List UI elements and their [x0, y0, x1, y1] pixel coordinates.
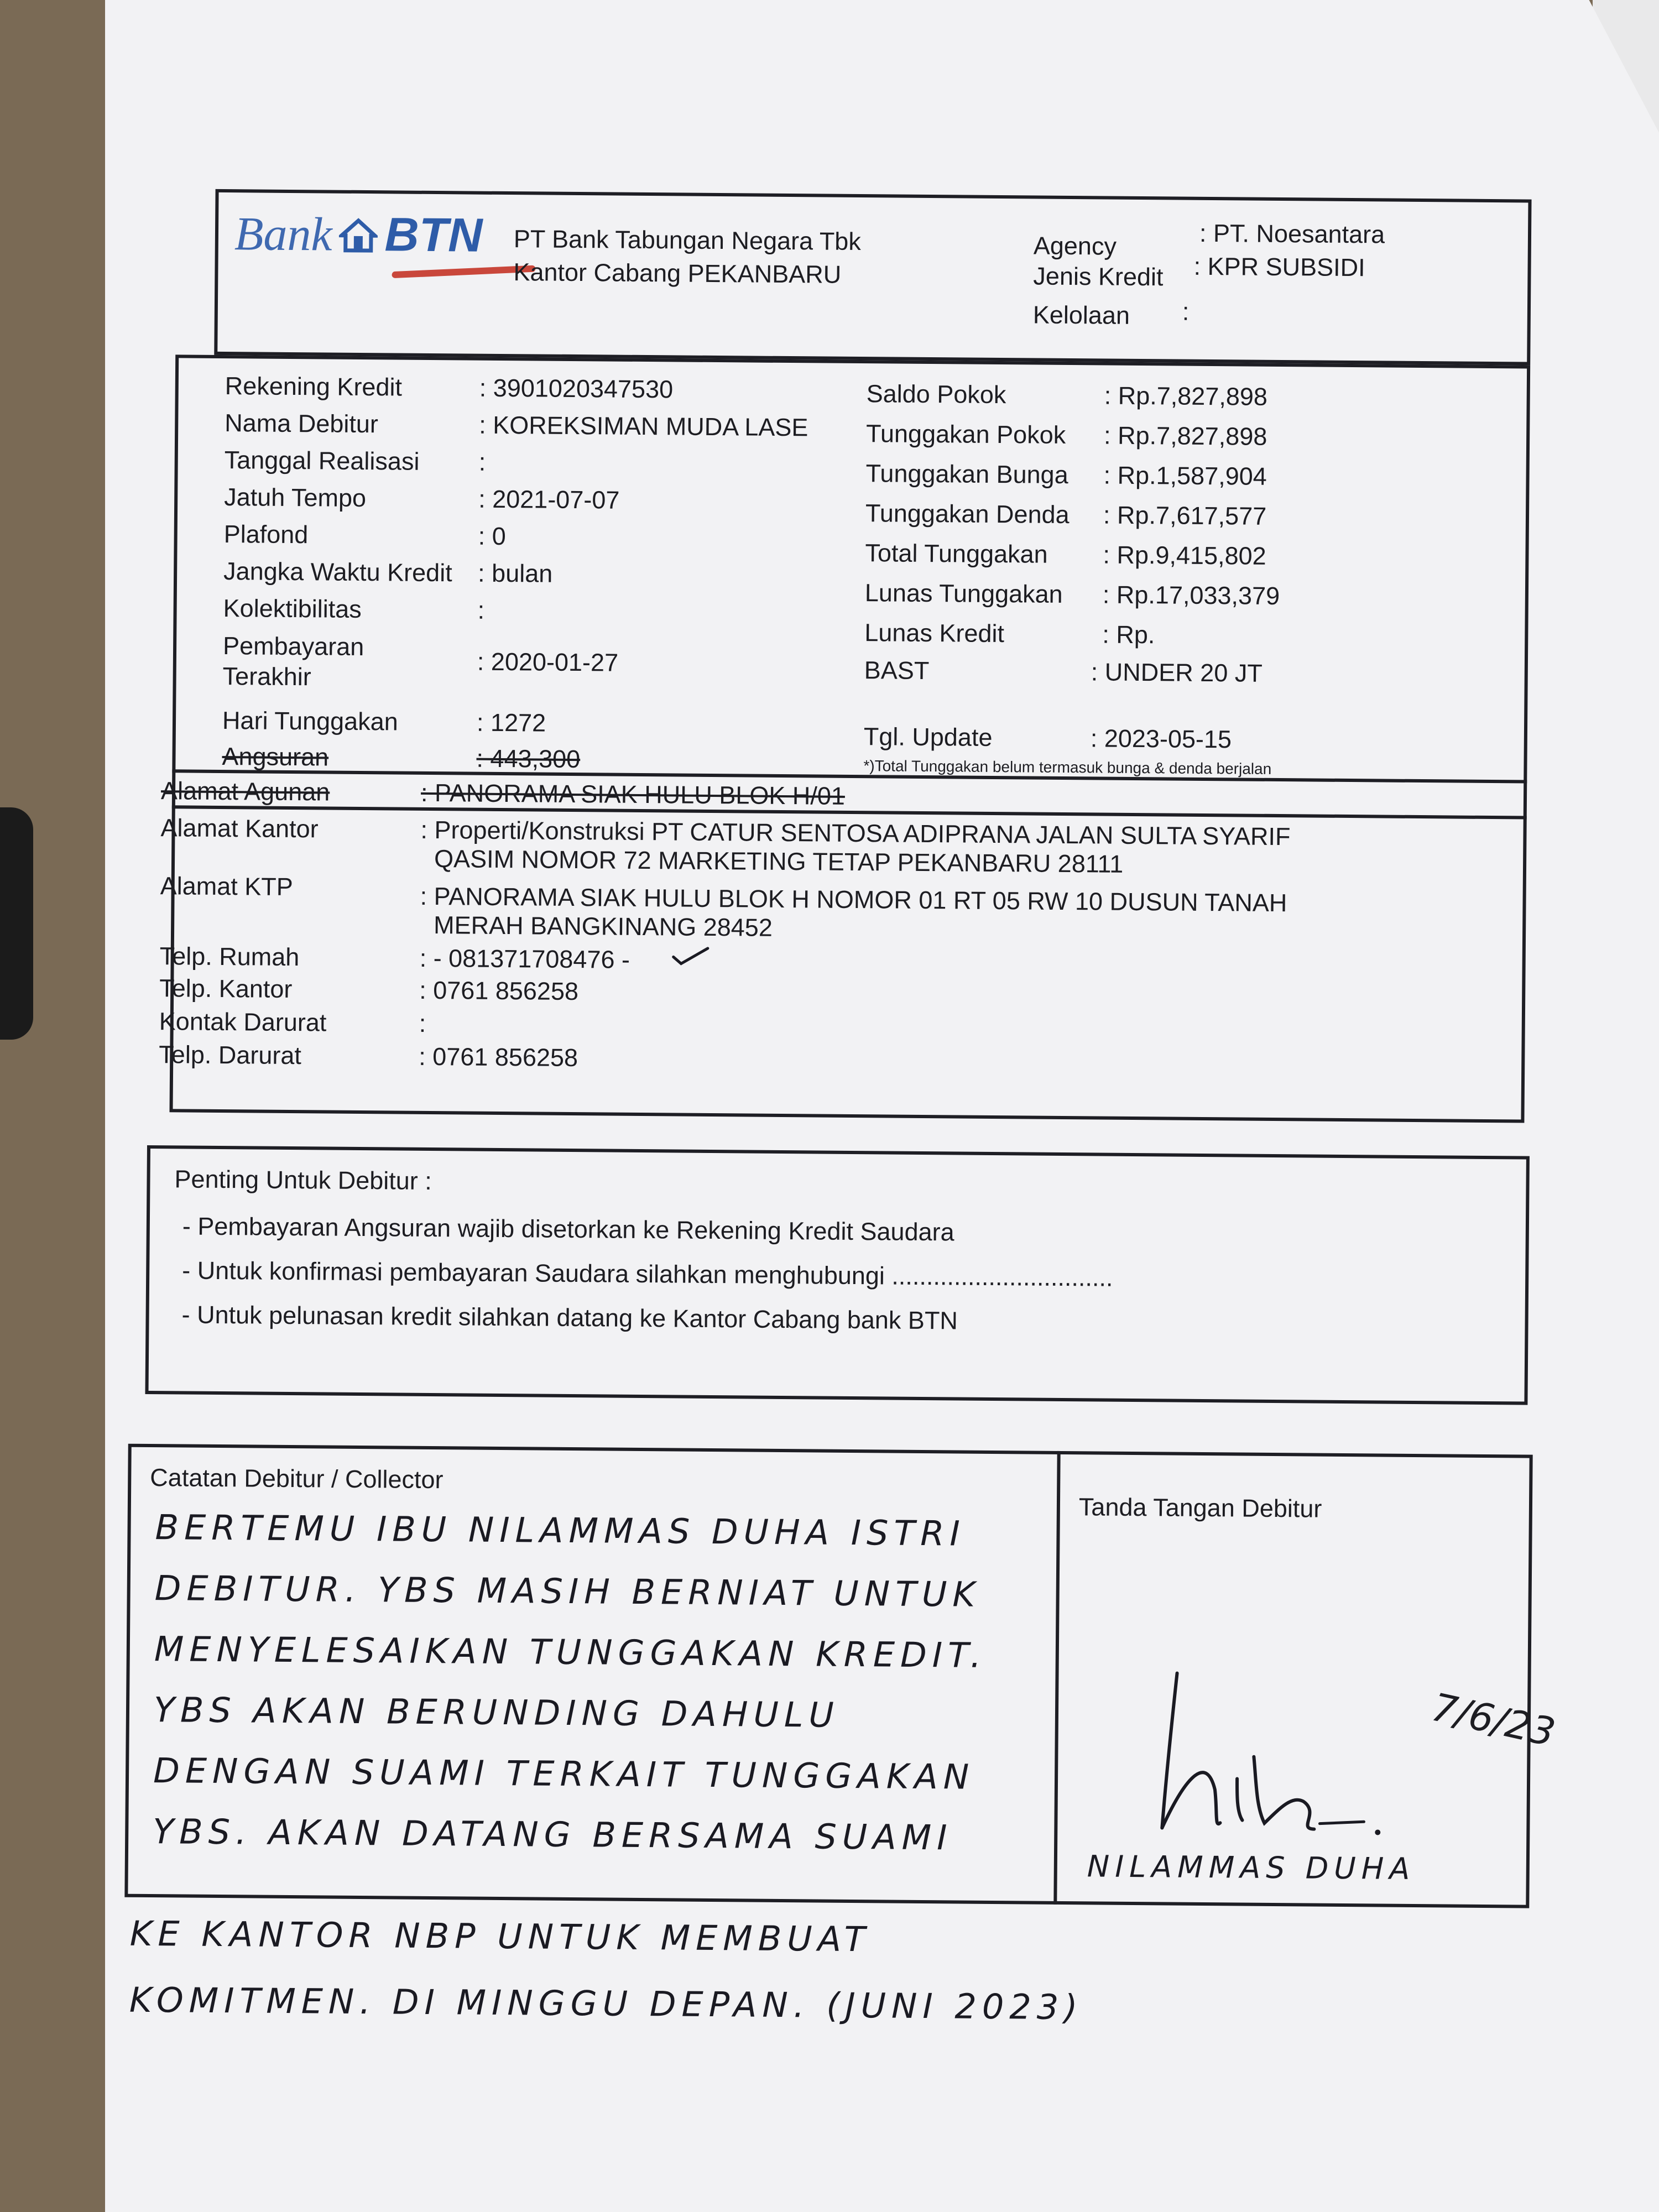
field-label: Rekening Kredit: [225, 372, 403, 401]
field-value: : Rp.17,033,379: [1102, 580, 1280, 611]
field-label: Saldo Pokok: [866, 379, 1006, 409]
background-object: [0, 807, 33, 1040]
field-label: Angsuran: [222, 742, 329, 771]
field-label: Lunas Tunggakan: [864, 578, 1063, 608]
agency-label: Agency: [1033, 231, 1117, 260]
kelolaan-value: :: [1182, 297, 1190, 326]
notice-title: Penting Untuk Debitur :: [174, 1165, 432, 1196]
notice-line: - Untuk konfirmasi pembayaran Saudara silahkan menghubungi ................................: [182, 1256, 1113, 1292]
field-value: : 0: [478, 521, 506, 551]
field-label: BAST: [864, 656, 930, 685]
handwritten-note-line: BERTEMU IBU NILAMMAS DUHA ISTRI: [155, 1507, 966, 1554]
field-value: : Rp.7,827,898: [1103, 421, 1267, 451]
notice-line: - Untuk pelunasan kredit silahkan datang ke Kantor Cabang bank BTN: [181, 1300, 958, 1335]
alamat-kantor-value-2: QASIM NOMOR 72 MARKETING TETAP PEKANBARU 28111: [434, 844, 1124, 878]
field-value: :: [477, 596, 485, 624]
kelolaan-label: Kelolaan: [1032, 300, 1130, 330]
field-label-line2: Terakhir: [222, 662, 311, 691]
field-label: Tgl. Update: [863, 722, 993, 752]
field-label: Tunggakan Denda: [865, 499, 1070, 529]
field-label: Lunas Kredit: [864, 618, 1005, 648]
signature-title: Tanda Tangan Debitur: [1078, 1493, 1322, 1523]
alamat-kantor-label: Alamat Kantor: [160, 813, 319, 843]
signature-name: NILAMMAS DUHA: [1087, 1849, 1416, 1887]
field-value: : UNDER 20 JT: [1091, 658, 1263, 687]
handwritten-note-line: MENYELESAIKAN TUNGGAKAN KREDIT.: [154, 1629, 987, 1676]
logo-bank-text: Bank: [234, 207, 333, 261]
bank-logo: [234, 206, 483, 263]
field-label: Tunggakan Bunga: [865, 459, 1068, 489]
field-value: : Rp.9,415,802: [1103, 540, 1266, 570]
alamat-ktp-label: Alamat KTP: [160, 872, 293, 901]
handwritten-note-line: YBS AKAN BERUNDING DAHULU: [153, 1689, 840, 1735]
telp-darurat-value: : 0761 856258: [419, 1042, 578, 1072]
jenis-kredit-value: : KPR SUBSIDI: [1193, 252, 1365, 282]
notice-line: - Pembayaran Angsuran wajib disetorkan ke Rekening Kredit Saudara: [182, 1212, 954, 1246]
alamat-ktp-value: : PANORAMA SIAK HULU BLOK H NOMOR 01 RT 05 RW 10 DUSUN TANAH: [420, 881, 1287, 917]
notes-title: Catatan Debitur / Collector: [150, 1463, 444, 1494]
field-value: : 2023-05-15: [1090, 724, 1232, 754]
field-label: Hari Tunggakan: [222, 706, 398, 736]
document: [68, 160, 1559, 2080]
kontak-darurat-label: Kontak Darurat: [159, 1007, 327, 1037]
house-icon: [339, 216, 378, 255]
alamat-agunan-value: : PANORAMA SIAK HULU BLOK H/01: [420, 778, 846, 810]
handwritten-note-line: DEBITUR. YBS MASIH BERNIAT UNTUK: [154, 1568, 981, 1615]
field-value: : 2021-07-07: [478, 484, 620, 514]
signature-date: 7/6/23: [1427, 1684, 1559, 1756]
handwritten-note-line: KE KANTOR NBP UNTUK MEMBUAT: [129, 1913, 871, 1960]
handwritten-note-line: DENGAN SUAMI TERKAIT TUNGGAKAN: [153, 1750, 975, 1797]
field-value: : Rp.7,827,898: [1104, 381, 1268, 411]
field-value: : 1272: [476, 708, 546, 737]
field-value: :: [478, 447, 486, 476]
telp-kantor-value: : 0761 856258: [419, 975, 579, 1006]
field-value: : 2020-01-27: [477, 647, 619, 677]
telp-rumah-label: Telp. Rumah: [159, 942, 300, 972]
footnote: *)Total Tunggakan belum termasuk bunga & denda berjalan: [863, 757, 1272, 778]
jenis-kredit-label: Jenis Kredit: [1033, 262, 1164, 291]
signature-mark: [1154, 1662, 1387, 1849]
field-value: : Rp.1,587,904: [1103, 461, 1267, 491]
field-value: : KOREKSIMAN MUDA LASE: [479, 410, 808, 442]
field-label: Jatuh Tempo: [224, 483, 367, 513]
field-value: : Rp.7,617,577: [1103, 500, 1267, 530]
field-value: : 443,300: [476, 744, 581, 774]
field-label: Tanggal Realisasi: [224, 446, 420, 476]
alamat-agunan-label: Alamat Agunan: [160, 776, 330, 806]
field-label: Plafond: [223, 520, 309, 549]
alamat-ktp-value-2: MERAH BANGKINANG 28452: [433, 911, 773, 942]
handwritten-note-line: KOMITMEN. DI MINGGU DEPAN. (JUNI 2023): [129, 1979, 1083, 2028]
telp-kantor-label: Telp. Kantor: [159, 974, 293, 1004]
alamat-kantor-value: : Properti/Konstruksi PT CATUR SENTOSA ADIPRANA JALAN SULTA SYARIF: [420, 815, 1291, 851]
field-value: : bulan: [477, 559, 553, 588]
field-value: : Rp.: [1102, 620, 1155, 649]
handwritten-note-line: YBS. AKAN DATANG BERSAMA SUAMI: [152, 1811, 953, 1858]
kontak-darurat-value: :: [419, 1009, 426, 1037]
field-label: Jangka Waktu Kredit: [223, 557, 452, 587]
logo-btn-text: BTN: [384, 208, 483, 262]
field-label: Kolektibilitas: [223, 594, 362, 623]
field-value: : 3901020347530: [479, 373, 674, 404]
telp-darurat-label: Telp. Darurat: [159, 1040, 302, 1070]
field-label: Pembayaran: [222, 632, 364, 661]
company-name: PT Bank Tabungan Negara Tbk: [513, 225, 862, 256]
field-label: Nama Debitur: [225, 409, 379, 439]
field-label: Total Tunggakan: [865, 539, 1048, 568]
telp-rumah-value: : - 081371708476 -: [419, 943, 630, 974]
field-label: Tunggakan Pokok: [865, 419, 1066, 449]
checkmark-icon: [671, 945, 710, 970]
branch-name: Kantor Cabang PEKANBARU: [513, 258, 842, 289]
agency-value: : PT. Noesantara: [1199, 218, 1385, 249]
